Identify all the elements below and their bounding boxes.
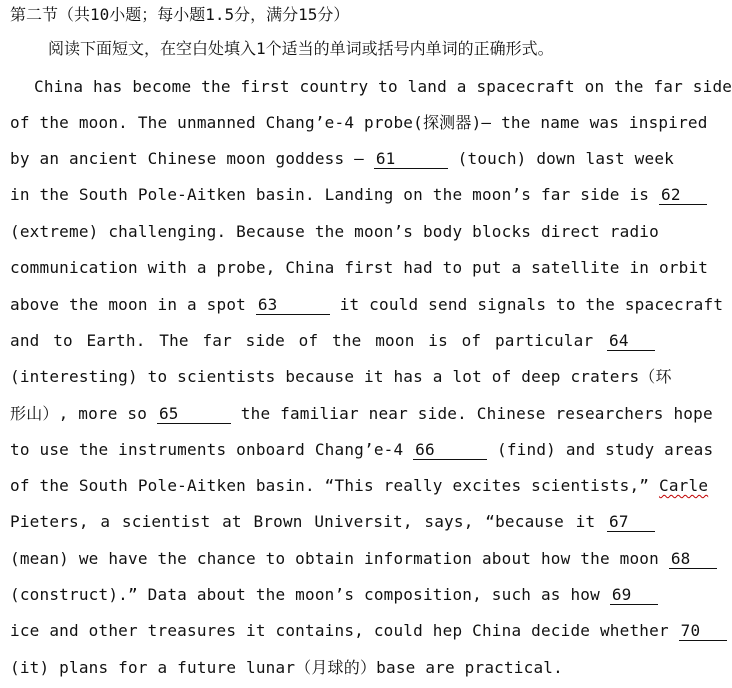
- line-text: Pieters, a scientist at Brown Universit, says, “because it: [10, 512, 596, 531]
- passage-line: [10, 257, 709, 279]
- line-text: (construct).” Data about the moon’s composition, such as how: [10, 585, 600, 604]
- blank-66[interactable]: 66: [413, 441, 487, 460]
- line-text: in the South Pole-Aitken basin. Landing on the moon’s far side is: [10, 185, 650, 204]
- spelling-flagged-word: Carle: [658, 476, 709, 495]
- passage-line: [10, 148, 674, 170]
- passage-line: [10, 76, 732, 98]
- line-text: ice and other treasures it contains, could hep China decide whether: [10, 621, 669, 640]
- blank-65[interactable]: 65: [157, 405, 231, 424]
- line-text: to use the instruments onboard Chang’e-4: [10, 440, 404, 459]
- line-text: (interesting) to scientists because it has a lot of deep craters（环: [10, 367, 672, 386]
- blank-69[interactable]: 69: [610, 586, 658, 605]
- line-text: communication with a probe, China first had to put a satellite in orbit: [10, 258, 709, 277]
- passage-line: [10, 439, 714, 461]
- line-text: (touch) down last week: [457, 149, 674, 168]
- passage-line: [10, 112, 708, 134]
- line-text: (mean) we have the chance to obtain information about how the moon: [10, 549, 659, 568]
- line-text: China has become the first country to land a spacecraft on the far side: [34, 77, 732, 96]
- line-text: of the South Pole-Aitken basin. “This really excites scientists,”: [10, 476, 650, 495]
- section-heading: 第二节（共10小题；每小题1.5分，满分15分）: [10, 5, 350, 24]
- passage-line: [10, 294, 724, 316]
- blank-64[interactable]: 64: [607, 332, 655, 351]
- blank-68[interactable]: 68: [669, 550, 717, 569]
- instruction-text: 阅读下面短文，在空白处填入1个适当的单词或括号内单词的正确形式。: [48, 39, 554, 58]
- passage-line: [10, 657, 563, 679]
- passage-line: [10, 620, 701, 642]
- blank-63[interactable]: 63: [256, 296, 330, 315]
- blank-67[interactable]: 67: [607, 513, 655, 532]
- line-text: and to Earth. The far side of the moon is of particular: [10, 331, 594, 350]
- passage-line: [10, 475, 709, 497]
- line-text: (it) plans for a future lunar（月球的）base are practical.: [10, 658, 563, 677]
- line-text: the familiar near side. Chinese researchers hope: [240, 404, 713, 423]
- line-text: (find) and study areas: [497, 440, 714, 459]
- line-text: it could send signals to the spacecraft: [339, 295, 724, 314]
- passage-line: [10, 330, 655, 352]
- passage-line: [10, 403, 713, 425]
- passage-line: [10, 584, 655, 606]
- passage-line: [10, 184, 681, 206]
- passage-line: [10, 366, 672, 388]
- blank-62[interactable]: 62: [659, 186, 707, 205]
- passage-line: [10, 221, 659, 243]
- blank-61[interactable]: 61: [374, 150, 448, 169]
- line-text: above the moon in a spot: [10, 295, 246, 314]
- line-text: (extreme) challenging. Because the moon’s body blocks direct radio: [10, 222, 659, 241]
- blank-70[interactable]: 70: [679, 622, 727, 641]
- passage-line: [10, 548, 691, 570]
- line-text: of the moon. The unmanned Chang’e-4 probe(探测器)— the name was inspired: [10, 113, 708, 132]
- line-text: 形山）, more so: [10, 404, 148, 423]
- passage-line: [10, 511, 655, 533]
- line-text: by an ancient Chinese moon goddess —: [10, 149, 364, 168]
